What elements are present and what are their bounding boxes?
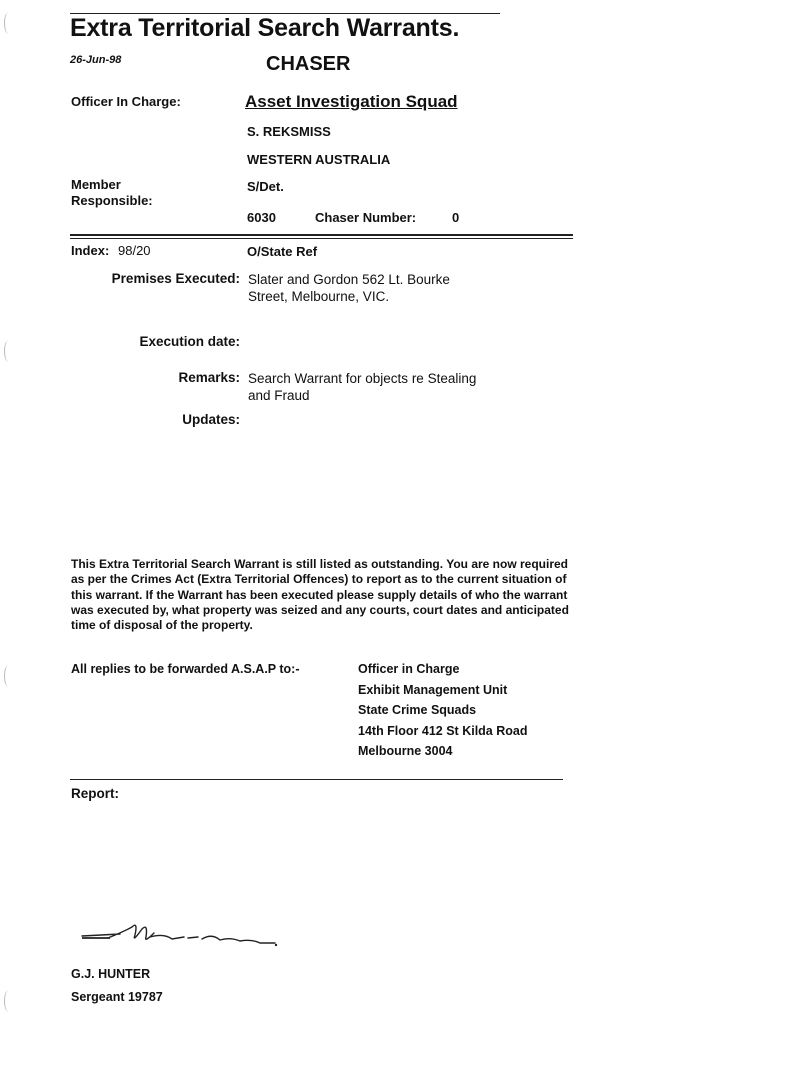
scan-edge-mark bbox=[4, 665, 13, 687]
signatory-name: G.J. HUNTER bbox=[71, 967, 151, 981]
premises-line-2: Street, Melbourne, VIC. bbox=[248, 289, 390, 304]
remarks-line-2: and Fraud bbox=[248, 388, 310, 403]
scan-edge-mark bbox=[4, 12, 13, 34]
member-label: Member bbox=[71, 177, 121, 192]
updates-label: Updates: bbox=[182, 412, 240, 427]
index-value: 98/20 bbox=[118, 243, 151, 258]
outstanding-notice bbox=[71, 557, 631, 633]
index-label: Index: bbox=[71, 243, 110, 258]
address-line-4: 14th Floor 412 St Kilda Road bbox=[358, 724, 528, 738]
address-line-1: Officer in Charge bbox=[358, 662, 460, 676]
notice-line-2: as per the Crimes Act (Extra Territorial Offences) to report as to the current situation of bbox=[71, 572, 567, 587]
premises-executed-value bbox=[248, 271, 568, 305]
address-line-3: State Crime Squads bbox=[358, 703, 477, 717]
chaser-number-value: 0 bbox=[452, 210, 460, 225]
remarks-line-1: Search Warrant for objects re Stealing bbox=[248, 371, 477, 386]
notice-line-5: time of disposal of the property. bbox=[71, 618, 253, 633]
signatory-rank: Sergeant 19787 bbox=[71, 990, 163, 1004]
squad-name: Asset Investigation Squad bbox=[245, 92, 458, 111]
member-rank: S/Det. bbox=[247, 179, 284, 194]
remarks-label: Remarks: bbox=[178, 370, 240, 385]
handwritten-signature bbox=[80, 905, 290, 955]
report-label: Report: bbox=[71, 786, 119, 801]
remarks-value bbox=[248, 370, 568, 404]
replies-label: All replies to be forwarded A.S.A.P to:- bbox=[71, 662, 300, 676]
page-title: Extra Territorial Search Warrants. bbox=[70, 14, 460, 42]
notice-line-4: was executed by, what property was seized and any courts, court dates and anticipated bbox=[71, 602, 569, 617]
ostate-ref-label: O/State Ref bbox=[247, 244, 318, 259]
member-number: 6030 bbox=[247, 210, 276, 225]
notice-line-3: this warrant. If the Warrant has been executed please supply details of who the warrant bbox=[71, 587, 568, 602]
address-line-5: Melbourne 3004 bbox=[358, 744, 453, 758]
premises-executed-label: Premises Executed: bbox=[111, 271, 240, 286]
chaser-number-label: Chaser Number: bbox=[315, 210, 417, 225]
report-rule bbox=[70, 779, 563, 780]
section-rule-lower bbox=[70, 238, 573, 239]
responsible-label: Responsible: bbox=[71, 193, 153, 208]
notice-line-1: This Extra Territorial Search Warrant is still listed as outstanding. You are now required bbox=[71, 557, 569, 571]
scan-edge-mark bbox=[4, 990, 13, 1012]
document-date: 26-Jun-98 bbox=[70, 54, 122, 66]
officer-name: S. REKSMISS bbox=[247, 124, 331, 139]
section-rule-upper bbox=[70, 234, 573, 236]
chaser-heading: CHASER bbox=[266, 53, 351, 75]
premises-line-1: Slater and Gordon 562 Lt. Bourke bbox=[248, 272, 450, 287]
officer-state: WESTERN AUSTRALIA bbox=[247, 152, 391, 167]
officer-in-charge-label: Officer In Charge: bbox=[71, 94, 181, 109]
execution-date-label: Execution date: bbox=[139, 334, 240, 349]
address-line-2: Exhibit Management Unit bbox=[358, 683, 508, 697]
